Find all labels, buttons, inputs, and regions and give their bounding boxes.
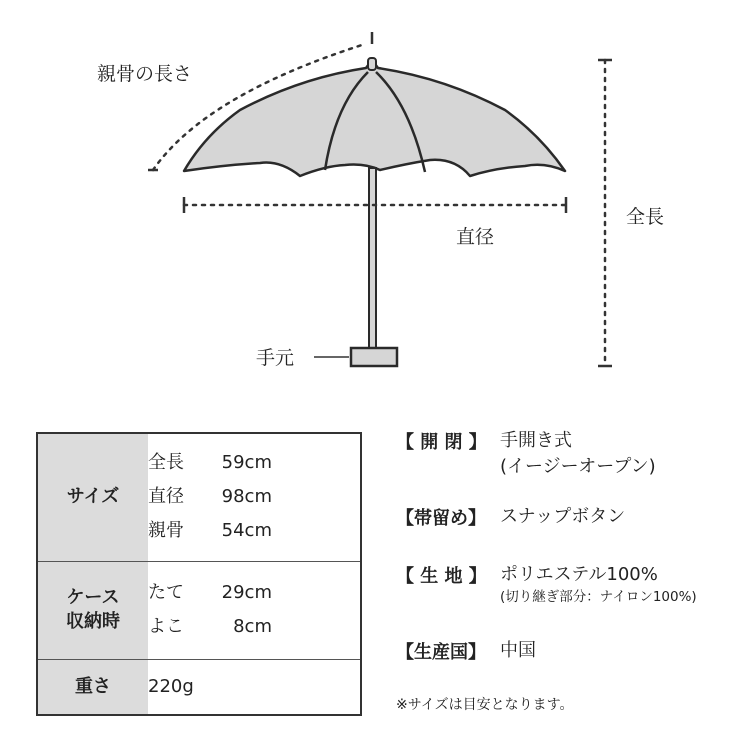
category-weight: 重さ [37,659,148,715]
category-case: ケース 収納時 [37,561,148,659]
spec-fabric: 【 生 地 】 ポリエステル100% (切り継ぎ部分：ナイロン100%) [396,564,697,605]
case-row-width: よこ 8cm [148,616,272,637]
diameter-label: 直径 [456,226,495,248]
spec-opening: 【 開 閉 】 手開き式 (イージーオープン) [396,430,656,477]
size-row-diameter: 直径 98cm [148,486,272,508]
rib-length-label: 親骨の長さ [97,63,193,85]
weight-value: 220g [148,676,194,698]
size-table [36,432,362,716]
umbrella-handle [351,348,397,366]
umbrella-tip [368,58,376,70]
case-row-height: たて 29cm [148,582,272,603]
spec-origin: 【生産国】 中国 [396,640,536,663]
size-row-rib: 親骨 54cm [148,520,272,542]
umbrella-canopy [184,60,565,176]
category-size: サイズ [37,433,148,561]
size-note: ※サイズは目安となります。 [396,697,574,713]
spec-strap: 【帯留め】 スナップボタン [396,506,626,529]
handle-label: 手元 [256,347,295,369]
size-row-total-length: 全長 59cm [148,452,272,474]
total-length-label: 全長 [626,206,665,228]
umbrella-shaft [369,168,376,350]
